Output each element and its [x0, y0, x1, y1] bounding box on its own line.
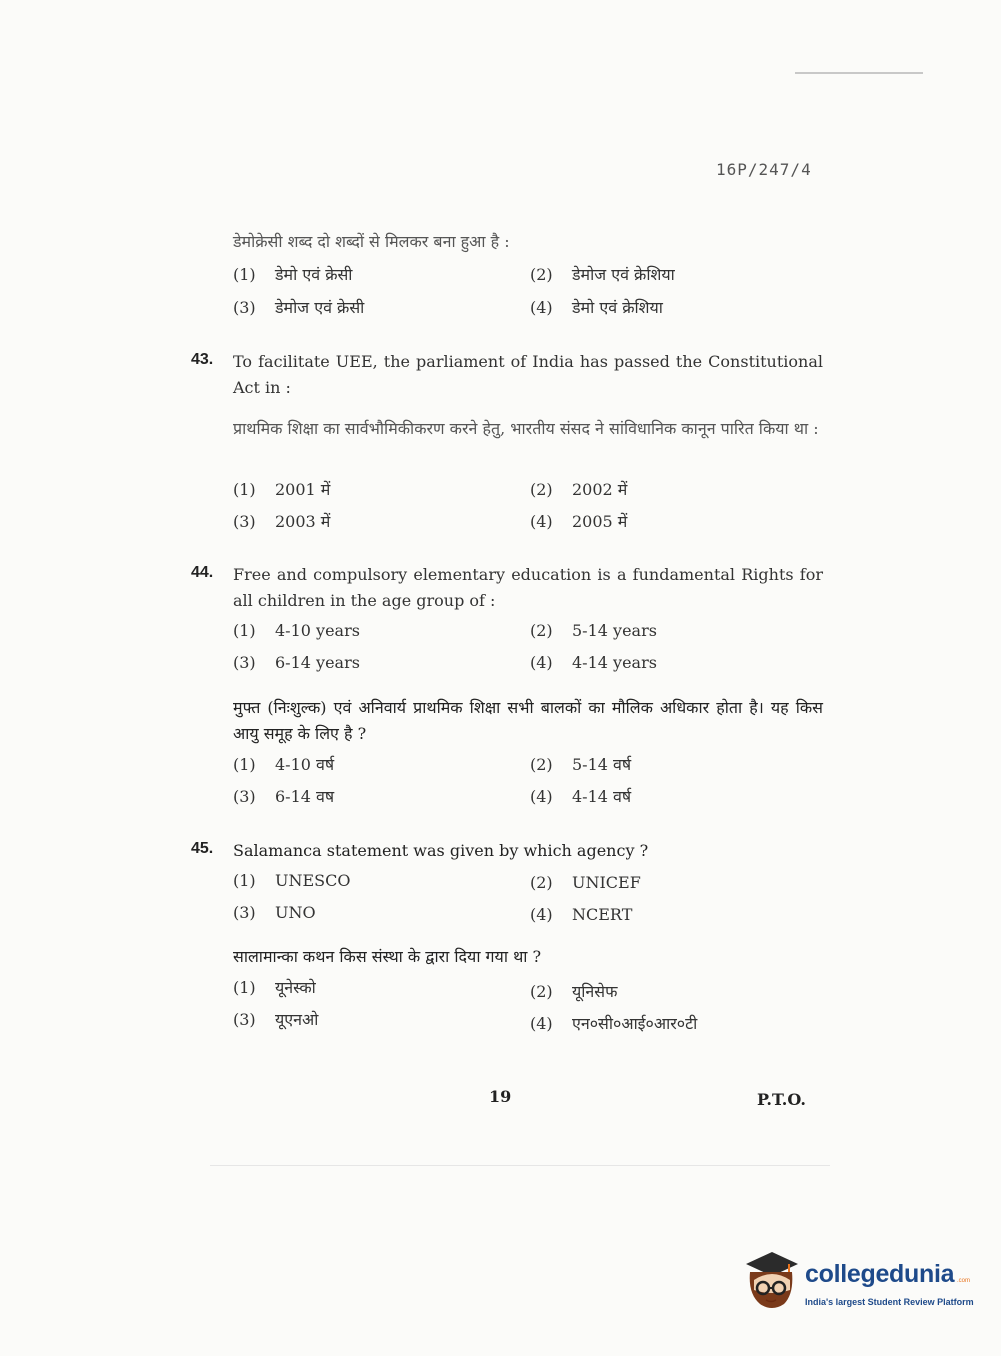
- q43-option-2: (2) 2002 में: [530, 480, 628, 499]
- q43-option-3: (3) 2003 में: [233, 512, 331, 531]
- q44-option-en-4: (4) 4-14 years: [530, 653, 657, 672]
- q45-option-hi-2: (2) यूनिसेफ: [530, 982, 618, 1001]
- q43-option-4: (4) 2005 में: [530, 512, 628, 531]
- q45-option-en-3: (3) UNO: [233, 903, 316, 922]
- q44-option-hi-2: (2) 5-14 वर्ष: [530, 755, 632, 774]
- paper-code: 16P/247/4: [716, 160, 812, 179]
- q45-option-hi-3: (3) यूएनओ: [233, 1010, 319, 1029]
- q45-stem-hindi: सालामान्का कथन किस संस्था के द्वारा दिया गया था ?: [233, 947, 542, 966]
- q44-option-hi-3: (3) 6-14 वष: [233, 787, 335, 806]
- q42-option-3: (3) डेमोज एवं क्रेसी: [233, 298, 365, 317]
- q44-number: 44.: [191, 564, 214, 581]
- q43-stem-english: To facilitate UEE, the parliament of India has passed the Constitutional Act in :: [233, 352, 823, 397]
- q45-option-en-2: (2) UNICEF: [530, 873, 641, 892]
- collegedunia-com: .com: [957, 1278, 971, 1284]
- q42-option-1: (1) डेमो एवं क्रेसी: [233, 265, 353, 284]
- q44-stem-english: Free and compulsory elementary education is a fundamental Rights for all children in the age group of :: [233, 565, 823, 610]
- q45-option-hi-4: (4) एन०सी०आई०आर०टी: [530, 1014, 698, 1033]
- q44-option-en-2: (2) 5-14 years: [530, 621, 657, 640]
- collegedunia-mascot-icon: [742, 1250, 802, 1312]
- q44-option-en-3: (3) 6-14 years: [233, 653, 360, 672]
- q43-stem-hindi: प्राथमिक शिक्षा का सार्वभौमिकीकरण करने हेतु, भारतीय संसद ने सांविधानिक कानून पारित किया था :: [233, 419, 819, 438]
- q44-option-hi-1: (1) 4-10 वर्ष: [233, 755, 335, 774]
- scan-smudge: [210, 1165, 830, 1166]
- q45-option-en-4: (4) NCERT: [530, 905, 633, 924]
- q43-option-1: (1) 2001 में: [233, 480, 331, 499]
- collegedunia-wordmark: collegedunia: [805, 1260, 955, 1288]
- page-number: 19: [489, 1087, 512, 1106]
- collegedunia-tagline: India's largest Student Review Platform: [805, 1297, 974, 1307]
- q42-stem-hindi: डेमोक्रेसी शब्द दो शब्दों से मिलकर बना हुआ है :: [233, 232, 510, 251]
- q44-stem-hindi: मुफ्त (निःशुल्क) एवं अनिवार्य प्राथमिक शिक्षा सभी बालकों का मौलिक अधिकार होता है। यह किस आयु समूह के लिए है ?: [233, 698, 823, 743]
- q45-option-hi-1: (1) यूनेस्को: [233, 978, 316, 997]
- pto-label: P.T.O.: [757, 1090, 806, 1109]
- q45-option-en-1: (1) UNESCO: [233, 871, 351, 890]
- q43-number: 43.: [191, 351, 214, 368]
- q42-option-2: (2) डेमोज एवं क्रेशिया: [530, 265, 675, 284]
- q44-option-en-1: (1) 4-10 years: [233, 621, 360, 640]
- q44-option-hi-4: (4) 4-14 वर्ष: [530, 787, 632, 806]
- q45-number: 45.: [191, 840, 214, 857]
- q42-option-4: (4) डेमो एवं क्रेशिया: [530, 298, 663, 317]
- q45-stem-english: Salamanca statement was given by which agency ?: [233, 841, 649, 860]
- scan-edge-line: [795, 72, 923, 74]
